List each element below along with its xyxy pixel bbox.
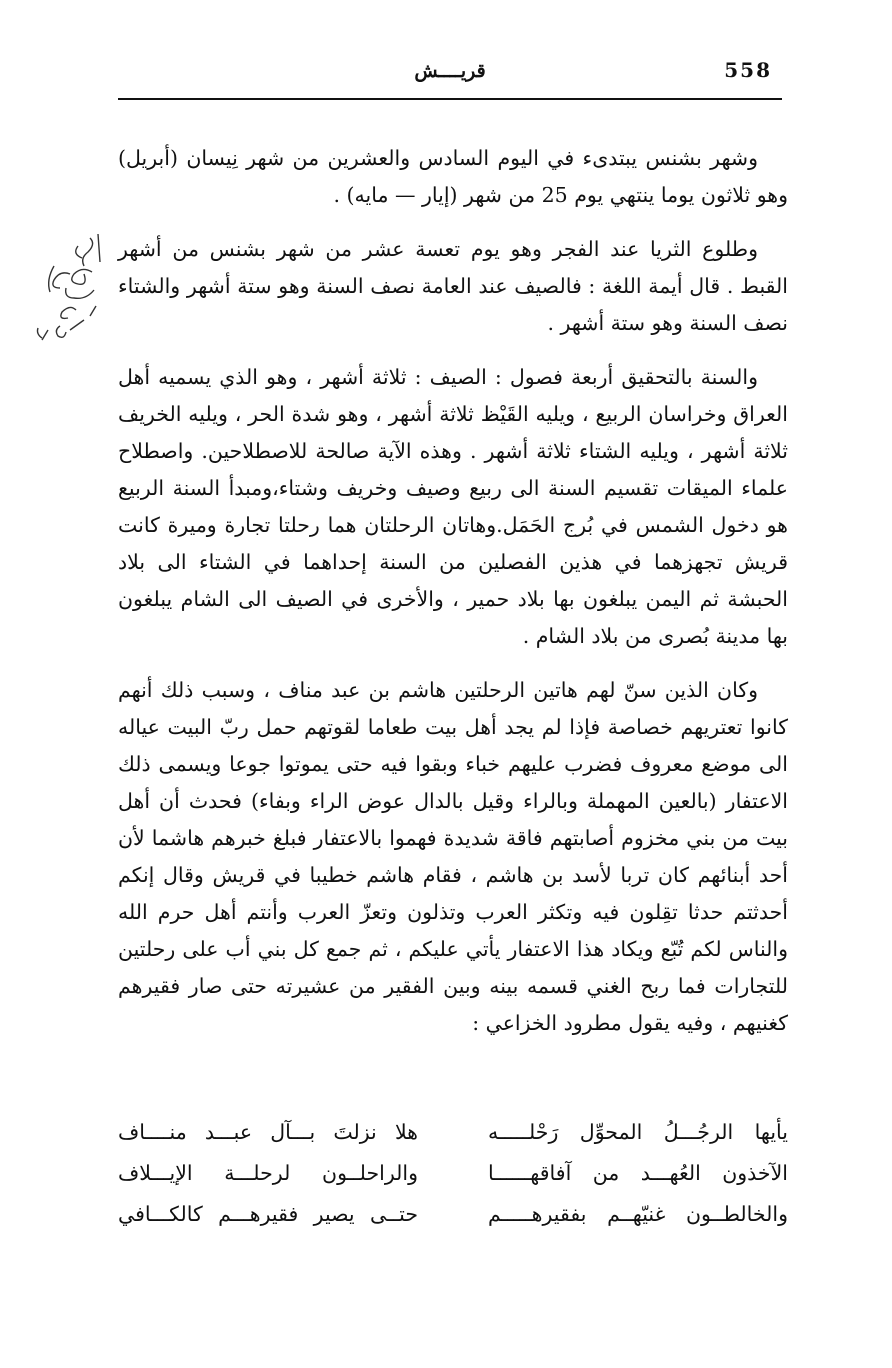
- body-text: [118, 140, 788, 1042]
- paragraph-2: وطلوع الثريا عند الفجر وهو يوم تعسة عشر من شهر بشنس من أشهر القبط . قال أيمة اللغة : فالصيف عند العامة نصف السنة وهو ستة أشهر والشتاء نصف السنة وهو ستة أشهر .: [118, 237, 788, 335]
- poem-verse: [118, 1112, 788, 1153]
- verse-second-hemistich: هلا نزلتَ بـــآل عبـــد منــــاف: [118, 1120, 418, 1144]
- poem-verse: [118, 1194, 788, 1235]
- verse-second-hemistich: حتــى يصير فقيرهـــم كالكـــافي: [118, 1202, 418, 1226]
- header-rule: [118, 98, 782, 100]
- poem-verse: [118, 1153, 788, 1194]
- margin-note-text: [20, 226, 110, 248]
- page-number: 558: [724, 58, 772, 82]
- poem: [118, 1112, 788, 1235]
- verse-first-hemistich: والخالطــون غنيّهــم بفقيرهـــــم: [488, 1202, 788, 1226]
- paragraph-3: والسنة بالتحقيق أربعة فصول : الصيف : ثلاثة أشهر ، وهو الذي يسميه أهل العراق وخراسان الربيع ، ويليه القَيْظ ثلاثة أشهر ، وهو شدة الحر ، ويليه الخريف ثلاثة أشهر ، ويليه الشتاء ثلاثة أشهر . وهذه الآية صالحة للاصطلاحين. واصطلاح علماء الميقات تقسيم السنة الى ربيع وصيف وخريف وشتاء،ومبدأ السنة الربيع هو دخول الشمس في بُرج الحَمَل.وهاتان الرحلتان هما رحلتا تجارة وميرة كانت قريش تجهزهما في هذين الفصلين من السنة إحداهما في الشتاء الى بلاد الحبشة ثم اليمن يبلغون بها بلاد حمير ، والأخرى في الصيف الى الشام يبلغون بها مدينة بُصرى من بلاد الشام .: [118, 365, 788, 648]
- verse-second-hemistich: والراحلــون لرحلـــة الإيـــلاف: [118, 1161, 418, 1185]
- verse-first-hemistich: يأيها الرجُـــلُ المحوِّل رَحْلـــــه: [488, 1120, 788, 1144]
- running-title: قريــــش: [414, 60, 486, 82]
- verse-first-hemistich: الآخذون العُهـــد من آفاقهــــــا: [488, 1161, 788, 1185]
- paragraph-4: وكان الذين سنّ لهم هاتين الرحلتين هاشم بن عبد مناف ، وسبب ذلك أنهم كانوا تعتريهم خصاصة فإذا لم يجد أهل بيت طعاما لقوتهم حمل ربّ البيت عياله الى موضع معروف فضرب عليهم خباء وبقوا فيه حتى يموتوا جوعا ويسمى ذلك الاعتفار (بالعين المهملة وبالراء وقيل بالدال عوض الراء وبفاء) فحدث أن أهل بيت من بني مخزوم أصابتهم فاقة شديدة فهموا بالاعتفار فبلغ خبرهم هاشما لأن أحد أبنائهم كان تربا لأسد بن هاشم ، فقام هاشم خطيبا في قريش وقال إنكم أحدثتم حدثا تقِلون فيه وتكثر العرب وتذلون وتعزّ العرب وأنتم أهل حرم الله والناس لكم تُبّع ويكاد هذا الاعتفار يأتي عليكم ، ثم جمع كل بني أب على رحلتين للتجارات فما ربح الغني قسمه بينه وبين الفقير من عشيرته حتى صار فقيرهم كغنيهم ، وفيه يقول مطرود الخزاعي :: [118, 678, 788, 1035]
- handwritten-margin-note: [20, 226, 110, 356]
- paragraph-1: وشهر بشنس يبتدىء في اليوم السادس والعشرين من شهر نِيسان (أبريل) وهو ثلاثون يوما ينتهي يوم 25 من شهر (إيار — مايه) .: [118, 146, 788, 207]
- page-header: [118, 58, 782, 94]
